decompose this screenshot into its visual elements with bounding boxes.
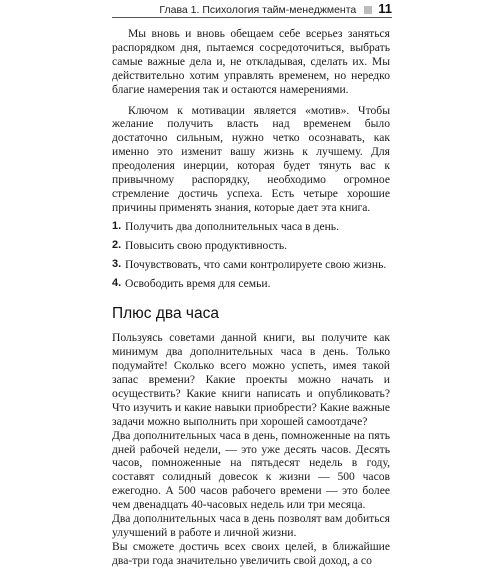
paragraph: Мы вновь и вновь обещаем себе всерьез заняться распорядком дня, пытаемся сосредоточиться, выбрать самые важные дела и, не откладывая, сделать их. Мы действительно хотим управлять временем, но нередко благие намерения так и остаются намерениями. bbox=[112, 27, 390, 96]
paragraph: Ключом к мотивации является «мотив». Чтобы желание получить власть над временем было достаточно сильным, нужно четко осознавать, как именно это изменит вашу жизнь к лучшему. Для преодоления инерции, которая будет тянуть вас к привычному распорядку, необходимо огромное стремление достичь успеха. Есть четыре хорошие причины применять знания, которые дает эта книга. bbox=[112, 103, 390, 214]
list-item bbox=[112, 239, 390, 253]
list-item-text: Получить два дополнительных часа в день. bbox=[125, 219, 339, 233]
section-body bbox=[112, 331, 390, 567]
reasons-list bbox=[112, 220, 390, 291]
list-item-text: Повысить свою продуктивность. bbox=[125, 238, 288, 252]
paragraph: Два дополнительных часа в день позволят вам добиться улучшений в работе и личной жизни. bbox=[112, 512, 390, 539]
paragraph: Вы сможете достичь всех своих целей, в ближайшие два-три года значительно увеличить свой доход, а со bbox=[112, 539, 390, 567]
paragraph: Два дополнительных часа в день, помноженные на пять дней рабочей недели, — это уже десять часов. Десять часов, помноженные на пятьдесят недель в году, составят солидный довесок к жизни — 500 часов ежегодно. А 500 часов рабочего времени — это более чем двенадцать 40-часовых недель или три месяца. bbox=[112, 428, 390, 512]
list-item bbox=[112, 258, 390, 272]
page-number: 11 bbox=[378, 1, 392, 16]
paragraph: Пользуясь советами данной книги, вы получите как минимум два дополнительных часа в день. Только подумайте! Сколько всего можно успеть, имея такой запас времени? Какие проекты можно начать и осуществить? Какие книги написать и опубликовать? Что изучить и какие навыки приобрести? Какие важные задачи можно выполнить при хорошей самоотдаче? bbox=[112, 331, 390, 428]
section-heading: Плюс два часа bbox=[112, 305, 219, 323]
list-item bbox=[112, 220, 390, 234]
chapter-title: Глава 1. Психология тайм-менеджмента bbox=[159, 4, 357, 16]
header-marker-square bbox=[364, 6, 372, 14]
list-number: 4. bbox=[112, 276, 122, 289]
running-header bbox=[112, 0, 392, 18]
list-item-text: Почувствовать, что сами контролируете свою жизнь. bbox=[125, 257, 387, 271]
list-item-text: Освободить время для семьи. bbox=[125, 276, 271, 290]
list-item bbox=[112, 277, 390, 291]
body-text bbox=[112, 27, 390, 568]
list-number: 1. bbox=[112, 219, 122, 232]
list-number: 2. bbox=[112, 238, 122, 251]
list-number: 3. bbox=[112, 257, 122, 270]
